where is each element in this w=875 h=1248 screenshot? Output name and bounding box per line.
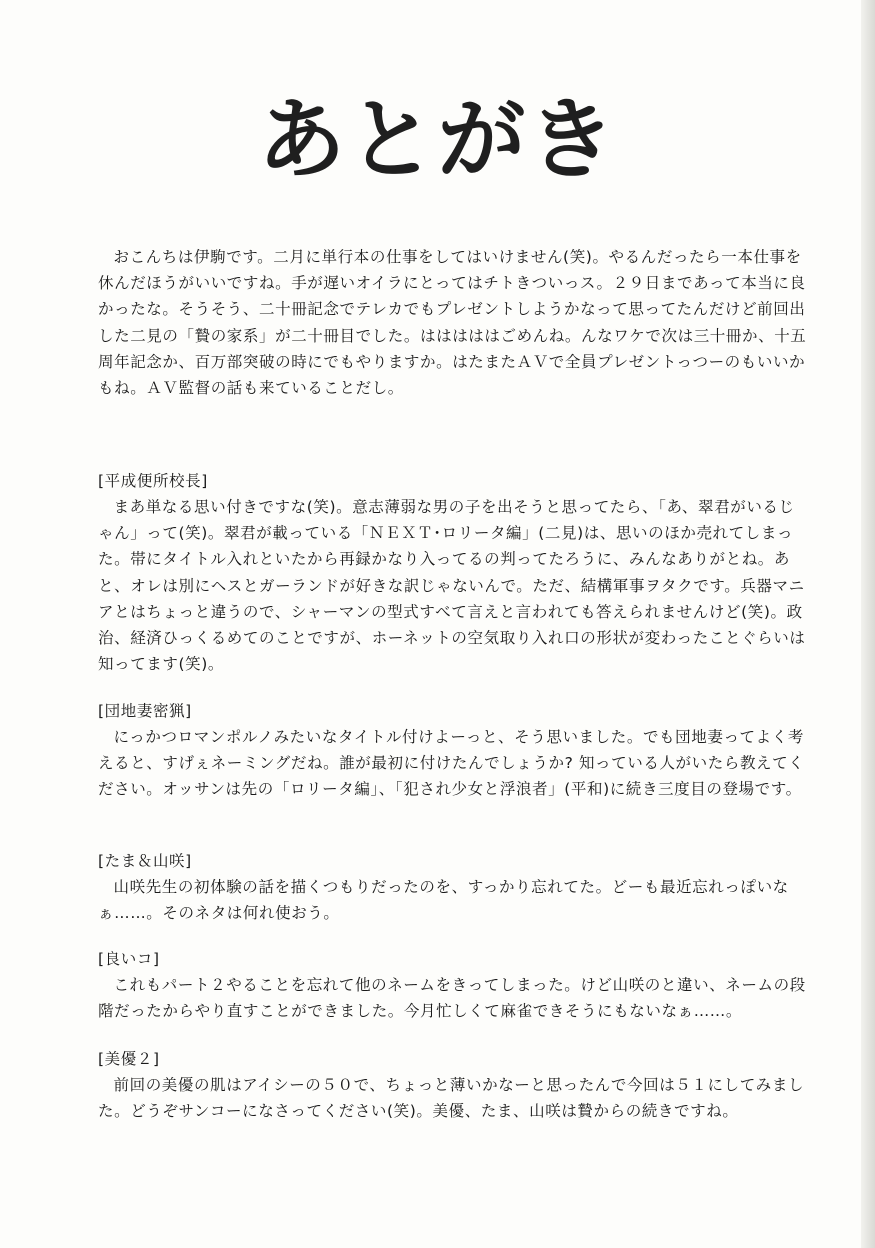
intro-paragraph: おこんちは伊駒です。二月に単行本の仕事をしてはいけません(笑)。やるんだったら一本仕事を休んだほうがいいですね。手が遅いオイラにとってはチトきついっス。２９日まであって本当に良かったな。そうそう、二十冊記念でテレカでもプレゼントしようかなって思ってたんだけど前回出した二見の「贄の家系」が二十冊目でした。はははははごめんね。んなワケで次は三十冊か、十五周年記念か、百万部突破の時にでもやりますか。はたまたＡＶで全員プレゼントっつーのもいいかもね。ＡＶ監督の話も来ていることだし。 (98, 248, 807, 398)
section-danchizuma-mitsuryo (98, 698, 810, 803)
section-body: 山咲先生の初体験の話を描くつもりだったのを、すっかり忘れてた。どーも最近忘れっぽいなぁ……。そのネタは何れ使おう。 (98, 878, 789, 923)
section-yoiko (98, 946, 810, 1024)
section-body: 前回の美優の肌はアイシーの５０で、ちょっと薄いかなーと思ったんで今回は５１にしてみました。どうぞサンコーになさってください(笑)。美優、たま、山咲は贄からの続きですね。 (98, 1076, 805, 1121)
page-title: あとがき (257, 88, 618, 191)
section-heisei-benjo-kocho (98, 468, 810, 677)
section-body: これもパート２やることを忘れて他のネームをきってしまった。けど山咲のと違い、ネームの段階だったからやり直すことができました。今月忙しくて麻雀できそうにもないなぁ……。 (98, 976, 806, 1021)
section-heading: [美優２] (98, 1050, 160, 1068)
section-tama-yamasaki (98, 848, 810, 926)
section-heading: [良いコ] (98, 950, 160, 968)
section-body: にっかつロマンポルノみたいなタイトル付けよーっと、そう思いました。でも団地妻ってよく考えると、すげぇネーミングだね。誰が最初に付けたんでしょうか? 知っている人がいたら教えてください。オッサンは先の「ロリータ編」、「犯され少女と浮浪者」(平和)に続き三度目の登場です。 (98, 728, 805, 799)
section-heading: [団地妻密猟] (98, 702, 192, 720)
section-heading: [平成便所校長] (98, 472, 208, 490)
section-miyu-2 (98, 1046, 810, 1124)
section-body: まあ単なる思い付きですな(笑)。意志薄弱な男の子を出そうと思ってたら、「あ、翠君がいるじゃん」って(笑)。翠君が載っている「ＮＥＸＴ･ロリータ編」(二見)は、思いのほか売れてしまった。帯にタイトル入れといたから再録かなり入ってるの判ってたろうに、みんなありがとね。あと、オレは別にヘスとガーランドが好きな訳じゃないんで。ただ、結構軍事ヲタクです。兵器マニアとはちょっと違うので、シャーマンの型式すべて言えと言われても答えられませんけど(笑)。政治、経済ひっくるめてのことですが、ホーネットの空気取り入れ口の形状が変わったことぐらいは知ってます(笑)。 (98, 498, 806, 674)
page-edge (861, 0, 875, 1248)
section-heading: [たま＆山咲] (98, 852, 192, 870)
